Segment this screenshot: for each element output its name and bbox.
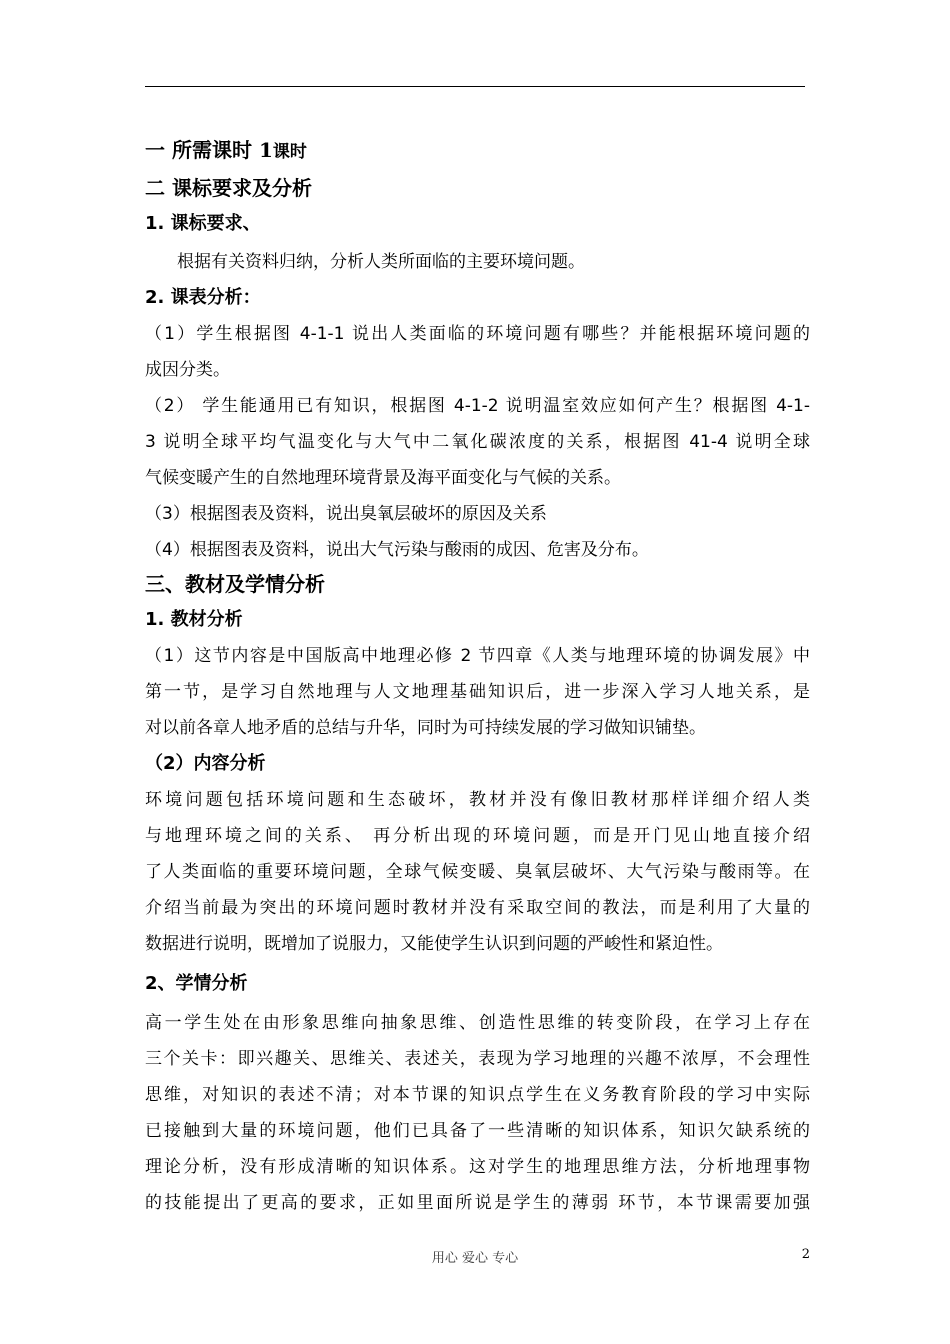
analysis-line: （2） 学生能通用已有知识，根据图 4-1-2 说明温室效应如何产生？根据图 4-1-: [145, 396, 810, 416]
page-number: 2: [801, 1247, 810, 1262]
subheading-student-analysis: 2、学情分析: [145, 973, 248, 994]
subheading-curriculum-analysis: 2. 课表分析：: [145, 287, 261, 308]
heading-class-hours-number: 1: [258, 138, 273, 162]
subheading-content-analysis: （2）内容分析: [145, 753, 266, 774]
subheading-curriculum-requirements: 1. 课标要求、: [145, 213, 261, 234]
analysis-line: （1）学生根据图 4-1-1 说出人类面临的环境问题有哪些？并能根据环境问题的: [145, 324, 810, 344]
heading-curriculum: 二 课标要求及分析: [145, 176, 312, 200]
content-line: 介绍当前最为突出的环境问题时教材并没有采取空间的教法，而是利用了大量的: [145, 898, 810, 918]
header-rule: [145, 86, 805, 87]
heading-textbook-and-students: 三、教材及学情分析: [145, 572, 325, 596]
content-line: 与地理环境之间的关系、 再分析出现的环境问题，而是开门见山地直接介绍: [145, 826, 810, 846]
student-line: 三个关卡：即兴趣关、思维关、表述关，表现为学习地理的兴趣不浓厚，不会理性: [145, 1049, 810, 1069]
analysis-line: （3）根据图表及资料，说出臭氧层破坏的原因及关系: [145, 504, 547, 524]
analysis-line: 成因分类。: [145, 360, 230, 380]
subheading-textbook-analysis: 1. 教材分析: [145, 609, 243, 630]
content-line: 数据进行说明，既增加了说服力，又能使学生认识到问题的严峻性和紧迫性。: [145, 934, 723, 954]
student-line: 思维，对知识的表述不清；对本节课的知识点学生在义务教育阶段的学习中实际: [145, 1085, 810, 1105]
student-line: 理论分析，没有形成清晰的知识体系。这对学生的地理思维方法，分析地理事物: [145, 1157, 810, 1177]
analysis-line: （4）根据图表及资料，说出大气污染与酸雨的成因、危害及分布。: [145, 540, 649, 560]
heading-class-hours: [145, 137, 810, 165]
textbook-line: 对以前各章人地矛盾的总结与升华，同时为可持续发展的学习做知识铺垫。: [145, 718, 706, 738]
content-line: 了人类面临的重要环境问题，全球气候变暖、臭氧层破坏、大气污染与酸雨等。在: [145, 862, 810, 882]
student-line: 已接触到大量的环境问题，他们已具备了一些清晰的知识体系，知识欠缺系统的: [145, 1121, 810, 1141]
paragraph-curriculum-requirements: 根据有关资料归纳，分析人类所面临的主要环境问题。: [177, 252, 585, 272]
footer-motto: 用心 爱心 专心: [431, 1251, 519, 1266]
analysis-line: 气候变暖产生的自然地理环境背景及海平面变化与气候的关系。: [145, 468, 621, 488]
analysis-line: 3 说明全球平均气温变化与大气中二氧化碳浓度的关系，根据图 41-4 说明全球: [145, 432, 810, 452]
content-line: 环境问题包括环境问题和生态破坏，教材并没有像旧教材那样详细介绍人类: [145, 790, 810, 810]
heading-class-hours-unit: 课时: [272, 142, 307, 162]
heading-class-hours-text: 一 所需课时: [145, 138, 252, 162]
student-line: 的技能提出了更高的要求，正如里面所说是学生的薄弱 环节，本节课需要加强: [145, 1193, 810, 1213]
student-line: 高一学生处在由形象思维向抽象思维、创造性思维的转变阶段，在学习上存在: [145, 1013, 810, 1033]
textbook-line: 第一节，是学习自然地理与人文地理基础知识后，进一步深入学习人地关系，是: [145, 682, 810, 702]
textbook-line: （1）这节内容是中国版高中地理必修 2 节四章《人类与地理环境的协调发展》中: [145, 646, 810, 666]
